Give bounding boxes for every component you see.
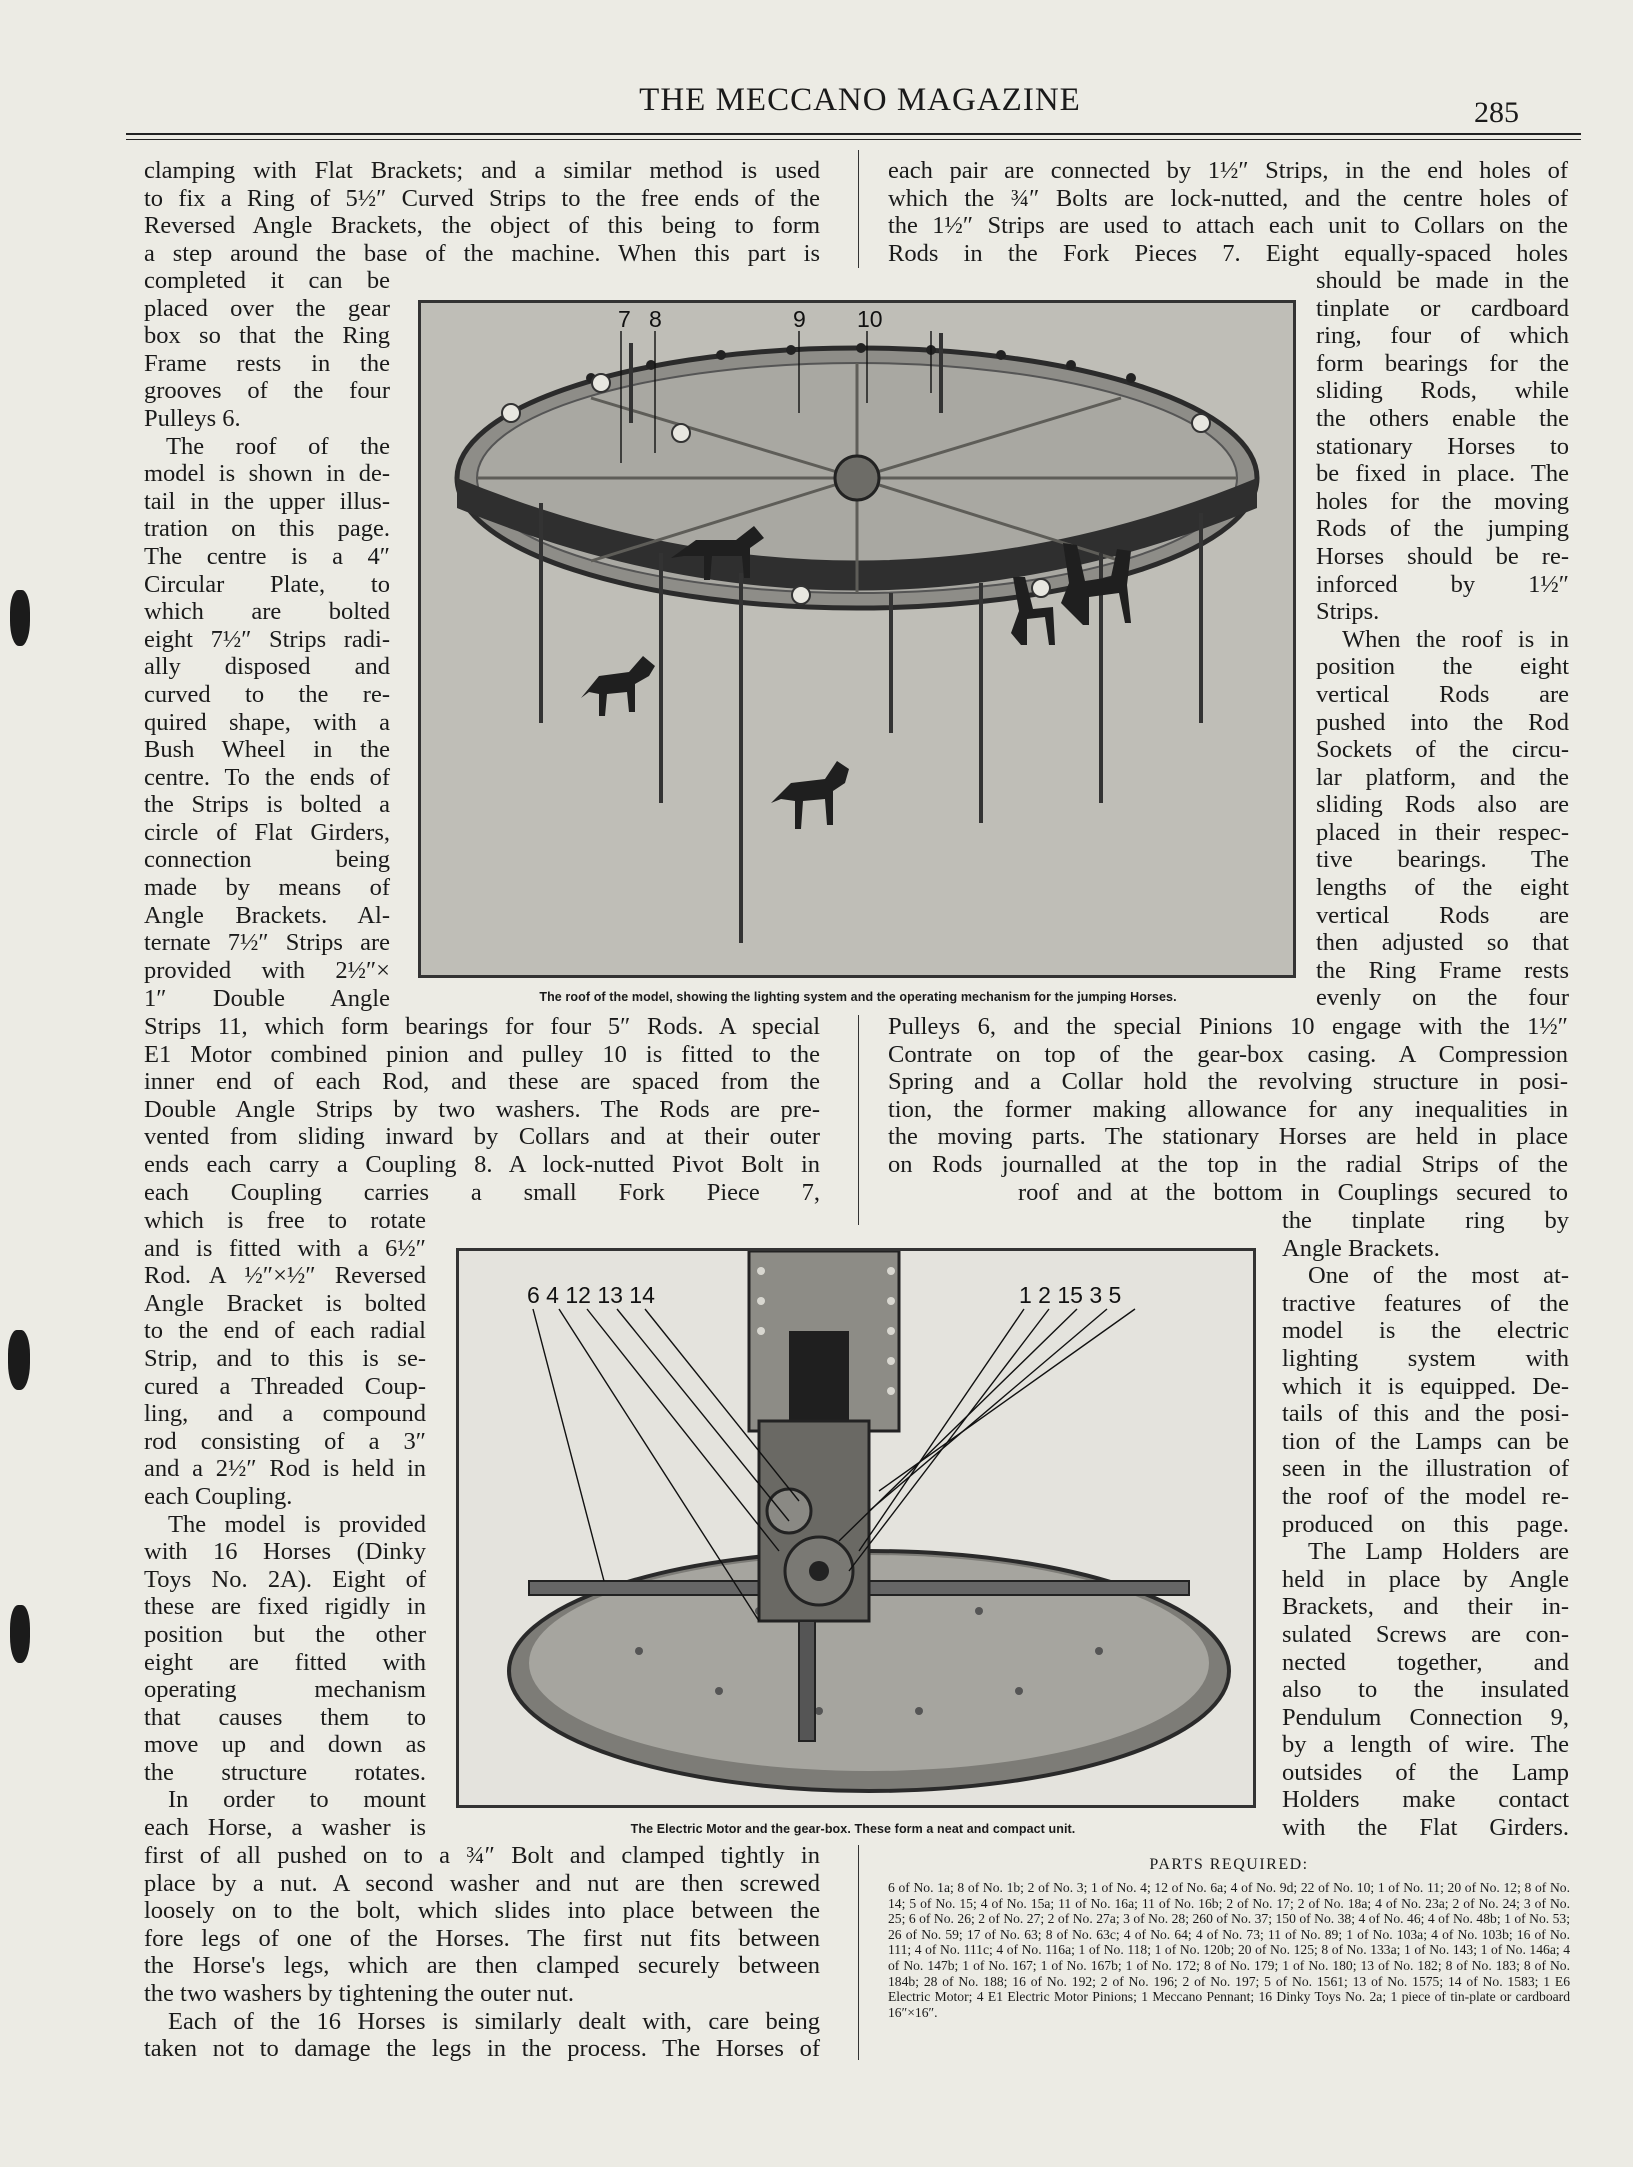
gearbox-illustration — [459, 1251, 1253, 1805]
left-narrow-last-line: 1″ Double Angle — [144, 985, 390, 1012]
column-divider-bottom — [858, 1845, 859, 2060]
header-rule-thin — [126, 139, 1581, 140]
label-8: 8 — [649, 306, 662, 332]
magazine-title: THE MECCANO MAGAZINE — [639, 82, 1081, 118]
figure2-caption: The Electric Motor and the gear-box. These form a neat and compact unit. — [630, 1822, 1076, 1836]
left-narrow-text-2: which is free to rotate and is fitted with a 6½″ Rod. A ½″×½″ Reversed Angle Bracket is bolted to the end of each radial Strip, and to this is se- cured a Threaded Coup- ling, and a compound rod consisting of a 3″ and a 2½″ Rod is held in each Coupling. The model is provided with 16 Horses (Dinky Toys No. 2A). Eight of these are fixed rigidly in position but the other eight are fitted with operating mechanism that causes them to move up and down as the structure rotates. In order to mount — [144, 1207, 426, 1814]
gearbox-photo — [456, 1248, 1256, 1808]
left-narrow-text-1: completed it can be placed over the gear box so that the Ring Frame rests in the grooves of the four Pulleys 6. The roof of the model is shown in de- tail in the upper illus- tration on this page. The centre is a 4″ Circular Plate, to which are bolted eight 7½″ Strips radi- ally disposed and curved to the re- quired shape, with a Bush Wheel in the centre. To the ends of the Strips is bolted a circle of Flat Girders, connection being made by means of Angle Brackets. Al- ternate 7½″ Strips are provided with 2½″× — [144, 267, 390, 984]
binding-mark — [8, 1330, 30, 1390]
label-9: 9 — [793, 306, 806, 332]
roof-photo — [418, 300, 1296, 978]
parts-required-heading: PARTS REQUIRED: — [1149, 1856, 1309, 1873]
column-divider-top — [858, 150, 859, 268]
col1-bottom-paragraph: first of all pushed on to a ¾″ Bolt and clamped tightly in place by a nut. A second washer and nut are then screwed loosely on to the bolt, which slides into place between the fore legs of one of the Horses. The first nut fits between the Horse's legs, which are then clamped securely between the two washers by tightening the outer nut. Each of the 16 Horses is similarly dealt with, care being taken not to damage the legs in the process. The Horses of — [144, 1842, 820, 2063]
page-number: 285 — [1474, 96, 1519, 129]
col1-mid-paragraph: Strips 11, which form bearings for four 5″ Rods. A special E1 Motor combined pinion and pulley 10 is fitted to the inner end of each Rod, and these are spaced from the Double Angle Strips by two washers. The Rods are pre- vented from sliding inward by Collars and at their outer ends each carry a Coupling 8. A lock-nutted Pivot Bolt in each Coupling carries a small Fork Piece 7, — [144, 1013, 820, 1206]
binding-mark — [10, 1605, 30, 1663]
right-narrow-text-1: should be made in the tinplate or cardboard ring, four of which form bearings for the sliding Rods, while the others enable the stationary Horses to be fixed in place. The holes for the moving Rods of the jumping Horses should be re- inforced by 1½″ Strips. When the roof is in position the eight vertical Rods are pushed into the Rod Sockets of the circu- lar platform, and the sliding Rods also are placed in their respec- tive bearings. The lengths of the eight vertical Rods are then adjusted so that the Ring Frame rests evenly on the four — [1316, 267, 1569, 1012]
roof-illustration — [421, 303, 1293, 975]
label-10: 10 — [857, 306, 883, 332]
binding-mark — [10, 590, 30, 646]
left-narrow-last-line-2: each Horse, a washer is — [144, 1814, 426, 1841]
col2-mid-last-line: roof and at the bottom in Couplings secured to — [1018, 1179, 1568, 1206]
col2-top-paragraph: each pair are connected by 1½″ Strips, in the end holes of which the ¾″ Bolts are lock-nutted, and the centre holes of the 1½″ Strips are used to attach each unit to Collars on the Rods in the Fork Pieces 7. Eight equally-spaced holes — [888, 157, 1568, 267]
right-narrow-text-2: the tinplate ring by Angle Brackets. One of the most at- tractive features of the model is the electric lighting system with which it is equipped. De- tails of this and the posi- tion of the Lamps can be seen in the illustration of the roof of the model re- produced on this page. The Lamp Holders are held in place by Angle Brackets, and their in- sulated Screws are con- nected together, and also to the insulated Pendulum Connection 9, by a length of wire. The outsides of the Lamp Holders make contact with the Flat Girders. — [1282, 1207, 1569, 1842]
parts-required-box — [888, 1856, 1570, 2020]
figure1-caption: The roof of the model, showing the lighting system and the operating mechanism for the jumping Horses. — [539, 990, 1177, 1004]
col1-top-paragraph: clamping with Flat Brackets; and a similar method is used to fix a Ring of 5½″ Curved Strips to the free ends of the Reversed Angle Brackets, the object of this being to form a step around the base of the machine. When this part is — [144, 157, 820, 267]
gearbox-labels-left: 6 4 12 13 14 — [527, 1282, 655, 1308]
header-rule — [126, 133, 1581, 135]
label-7: 7 — [618, 306, 631, 332]
col2-mid-paragraph: Pulleys 6, and the special Pinions 10 engage with the 1½″ Contrate on top of the gear-box casing. A Compression Spring and a Collar hold the revolving structure in posi- tion, the former making allowance for any inequalities in the moving parts. The stationary Horses are held in place on Rods journalled at the top in the radial Strips of the — [888, 1013, 1568, 1178]
column-divider-mid — [858, 1015, 859, 1225]
parts-required-list: 6 of No. 1a; 8 of No. 1b; 2 of No. 3; 1 of No. 4; 12 of No. 6a; 4 of No. 9d; 22 of No. 10; 1 of No. 11; 20 of No. 12; 8 of No. 14; 5 of No. 15; 4 of No. 15a; 11 of No. 16a; 11 of No. 16b; 2 of No. 17; 2 of No. 18a; 4 of No. 23a; 2 of No. 24; 3 of No. 25; 6 of No. 26; 2 of No. 27; 2 of No. 27a; 3 of No. 28; 260 of No. 37; 150 of No. 38; 4 of No. 46; 4 of No. 48b; 1 of No. 53; 26 of No. 59; 17 of No. 63; 8 of No. 63c; 4 of No. 64; 4 of No. 73; 11 of No. 89; 1 of No. 103a; 4 of No. 103b; 16 of No. 111; 4 of No. 111c; 4 of No. 116a; 1 of No. 118; 1 of No. 120b; 20 of No. 125; 8 of No. 133a; 1 of No. 143; 1 of No. 146a; 4 of No. 147b; 1 of No. 167; 1 of No. 167b; 1 of No. 172; 8 of No. 179; 1 of No. 180; 13 of No. 182; 8 of No. 183; 8 of No. 184b; 28 of No. 188; 16 of No. 192; 2 of No. 196; 2 of No. 197; 5 of No. 1561; 13 of No. 1575; 14 of No. 1583; 1 E6 Electric Motor; 4 E1 Electric Motor Pinions; 1 Meccano Pennant; 16 Dinky Toys No. 2a; 1 piece of tin-plate or cardboard 16″×16″. — [888, 1880, 1570, 2020]
gearbox-labels-right: 1 2 15 3 5 — [1019, 1282, 1122, 1308]
